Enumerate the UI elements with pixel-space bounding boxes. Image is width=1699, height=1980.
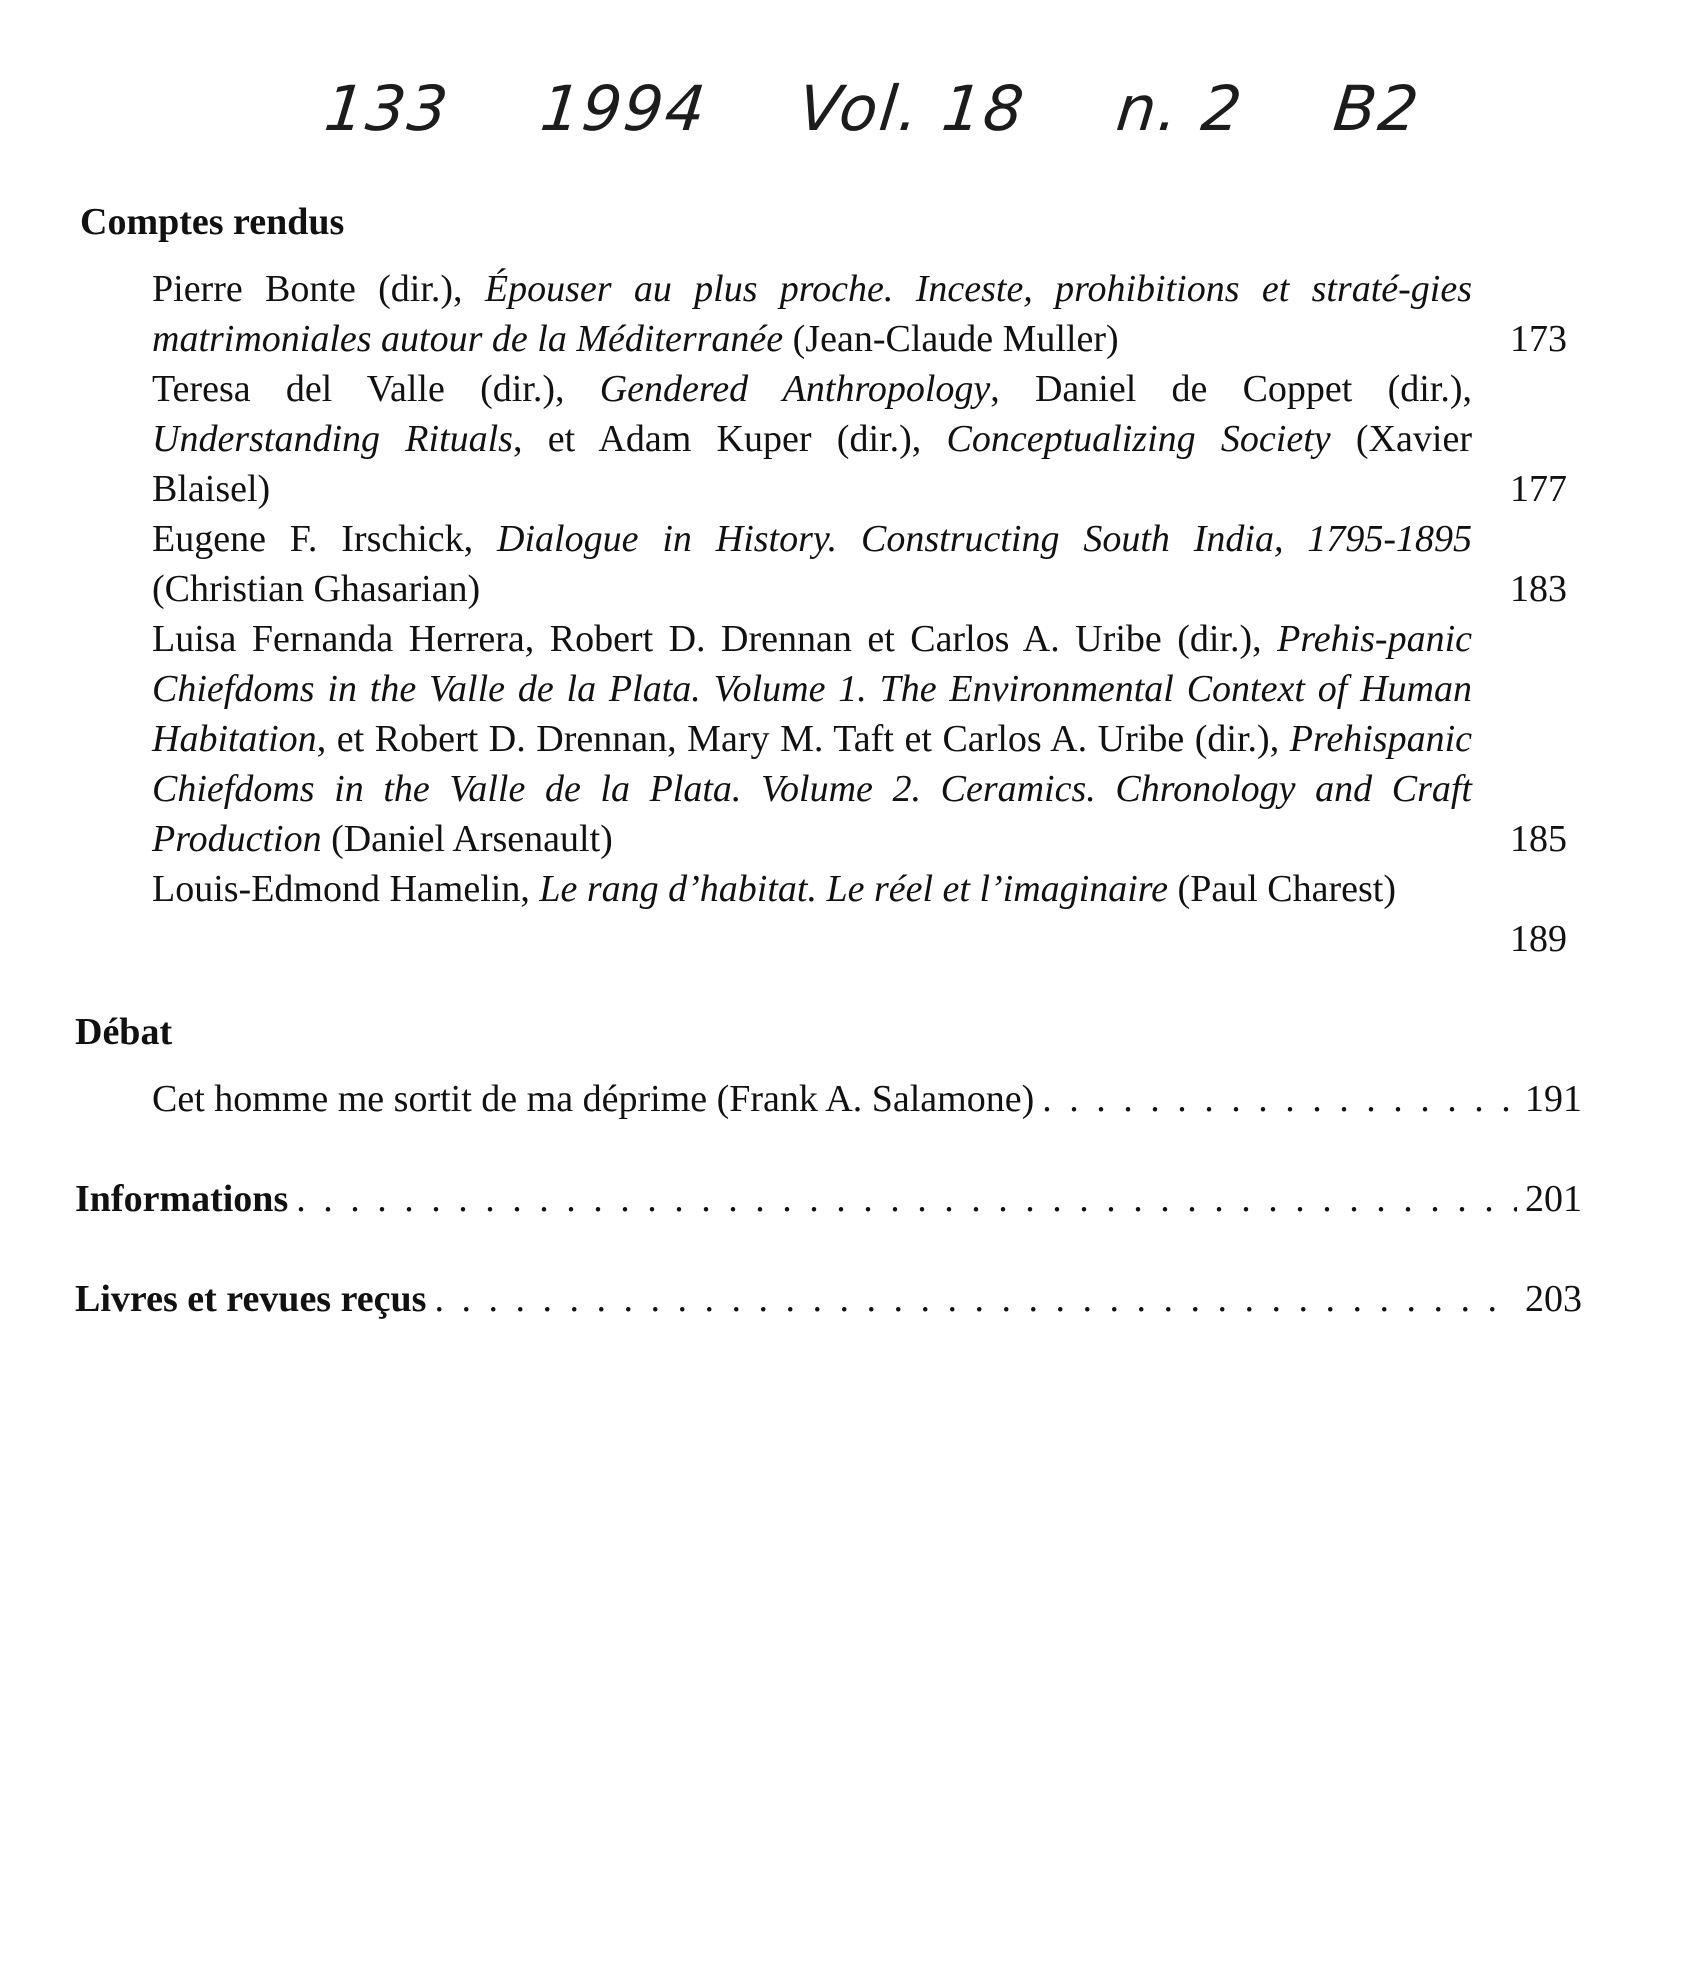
- handwritten-year: 1994: [537, 72, 711, 145]
- toc-entry: [152, 864, 1472, 914]
- toc-entry: [152, 364, 1472, 514]
- toc-entry-informations: [75, 1174, 1582, 1224]
- toc-page-number: 183: [1510, 568, 1567, 610]
- handwritten-annotation: [321, 72, 1445, 182]
- section-heading-comptes-rendus: Comptes rendus: [80, 201, 345, 243]
- section-heading-livres: Livres et revues reçus: [75, 1278, 427, 1320]
- toc-entry-text: Luisa Fernanda Herrera, Robert D. Drennan et Carlos A. Uribe (dir.), Prehis-panic Chiefdoms in the Valle de la Plata. Volume 1. The Environmental Context of Human Habitation, et Robert D. Drennan, Mary M. Taft et Carlos A. Uribe (dir.), Prehispanic Chiefdoms in the Valle de la Plata. Volume 2. Ceramics. Chronology and Craft Production (Daniel Arsenault): [152, 618, 1472, 860]
- dot-leader: [1042, 1074, 1517, 1124]
- handwritten-volume: Vol. 18: [794, 72, 1029, 145]
- toc-entry-text: Eugene F. Irschick, Dialogue in History. Constructing South India, 1795-1895 (Christian Ghasarian): [152, 518, 1472, 610]
- toc-page-number: 189: [1510, 918, 1567, 960]
- toc-page-number: 203: [1525, 1278, 1582, 1320]
- toc-page-number: 201: [1525, 1178, 1582, 1220]
- toc-page-number: 185: [1510, 818, 1567, 860]
- toc-entry-text: Cet homme me sortit de ma déprime (Frank A. Salamone): [152, 1078, 1035, 1120]
- toc-entry: [152, 264, 1472, 364]
- toc-entry-text: Louis-Edmond Hamelin, Le rang d’habitat. Le réel et l’imaginaire (Paul Charest): [152, 868, 1396, 910]
- toc-entry-text: Teresa del Valle (dir.), Gendered Anthropology, Daniel de Coppet (dir.), Understanding Rituals, et Adam Kuper (dir.), Conceptualizing Society (Xavier Blaisel): [152, 368, 1472, 510]
- toc-entry-livres: [75, 1274, 1582, 1324]
- dot-leader: [296, 1174, 1517, 1224]
- handwritten-code: B2: [1330, 72, 1425, 145]
- section-heading-debat: Débat: [75, 1011, 173, 1053]
- dot-leader: [434, 1274, 1517, 1324]
- toc-page-number: 177: [1510, 468, 1567, 510]
- toc-page-number: 173: [1510, 318, 1567, 360]
- toc-entry-debat: [152, 1074, 1582, 1124]
- toc-entry-text: Pierre Bonte (dir.), Épouser au plus proche. Inceste, prohibitions et straté-gies matrimoniales autour de la Méditerranée (Jean-Claude Muller): [152, 268, 1472, 360]
- toc-page-number: 191: [1525, 1078, 1582, 1120]
- handwritten-number: 133: [321, 72, 454, 145]
- handwritten-issue: n. 2: [1112, 72, 1247, 145]
- section-heading-informations: Informations: [75, 1178, 289, 1220]
- toc-entry: [152, 614, 1472, 864]
- toc-entry: [152, 514, 1472, 614]
